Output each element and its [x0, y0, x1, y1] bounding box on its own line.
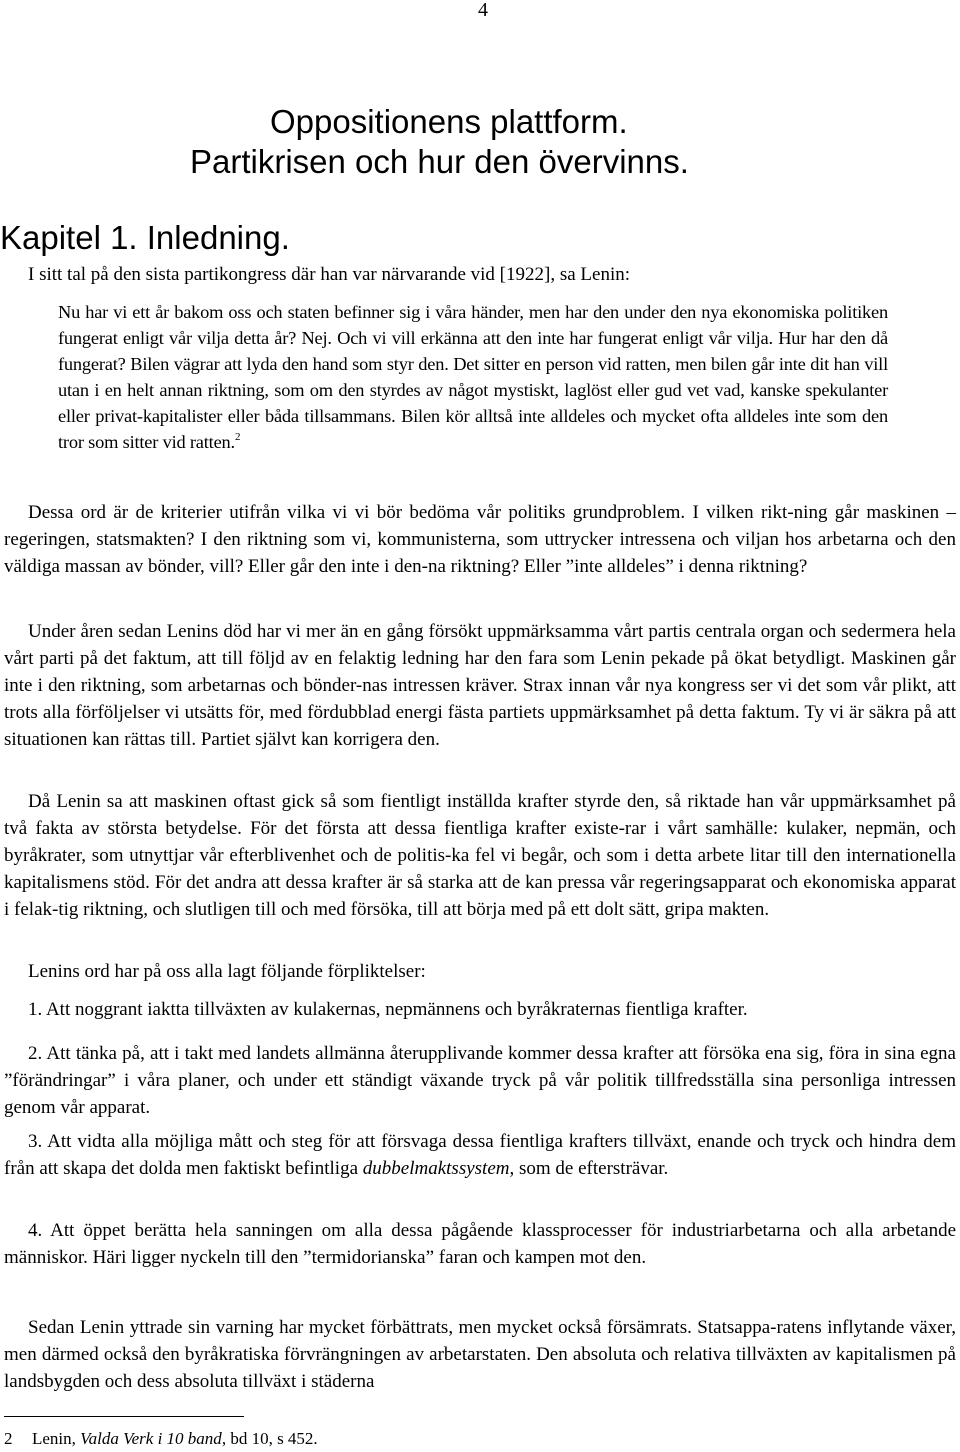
- footnote-work-title: Valda Verk i 10 band: [80, 1429, 222, 1448]
- paragraph-4-text: Lenins ord har på oss alla lagt följande förpliktelser:: [28, 961, 426, 982]
- intro-paragraph: I sitt tal på den sista partikongress där han var närvarande vid [1922], sa Lenin:: [28, 264, 631, 285]
- document-title-line-2: Partikrisen och hur den övervinns.: [190, 143, 689, 180]
- page-number: 4: [478, 0, 488, 21]
- footnote-number: 2: [4, 1429, 13, 1448]
- list-item-3-tail: , som de eftersträvar.: [509, 1158, 669, 1180]
- block-quote-text: Nu har vi ett år bakom oss och staten befinner sig i våra händer, men har den under den nya ekonomiska politiken fungerat enligt vår vilja detta år? Nej. Och vi vill erkänna att den inte har fungerat enligt vår vilja. Hur har den då fungerat? Bilen vägrar att lyda den hand som styr den. Det sitter en person vid ratten, men bilen går inte dit han vill utan i en helt annan riktning, som om den styrdes av något mystiskt, laglöst eller gud vet vad, kanske spekulanter eller privat-kapitalister eller båda tillsammans. Bilen kör alltså inte alldeles och mycket ofta alldeles inte som den tror som sitter vid ratten.: [58, 302, 888, 452]
- paragraph-2-text: Under åren sedan Lenins död har vi mer än en gång försökt uppmärksamma vårt partis centrala organ och sedermera hela vårt parti på det faktum, att till följd av en felaktig ledning har den fara som Lenin pekade på ökat betydligt. Maskinen går inte i den riktning, som arbetarnas och bönder-nas intressen kräver. Strax innan vår nya kongress ser vi det som vår plikt, att trots alla förföljelser vi utsätts för, med fördubblad energi fästa partiets uppmärksamhet på detta faktum. Ty vi är säkra på att situationen kan rättas till. Partiet självt kan korrigera den.: [4, 621, 956, 751]
- footnote: [4, 1428, 318, 1450]
- paragraph-4: [4, 958, 956, 985]
- chapter-heading: Kapitel 1. Inledning.: [0, 219, 290, 256]
- document-title-line-1: Oppositionens plattform.: [270, 103, 628, 140]
- footnote-author: Lenin,: [32, 1429, 81, 1448]
- list-item-3-text: 3. Att vidta alla möjliga mått och steg för att försvaga dessa fientliga krafters tillväxt, enande och tryck och hindra dem från att skapa det dolda men faktiskt befintliga: [4, 1131, 956, 1180]
- paragraph-5: [4, 1314, 956, 1395]
- list-item-2-text: 2. Att tänka på, att i takt med landets allmänna återupplivande kommer dessa krafter att försöka ena sig, föra in sina egna ”förändringar” i våra planer, och under ett ständigt växande tryck på vår politik tillfredsställa sina personliga intressen genom vår apparat.: [4, 1043, 956, 1119]
- footnote-reference[interactable]: 2: [234, 431, 241, 443]
- footnote-divider: [4, 1416, 244, 1417]
- list-item-1-text: 1. Att noggrant iaktta tillväxten av kulakernas, nepmännens och byråkraternas fientliga krafter.: [28, 999, 748, 1020]
- list-item-4: [4, 1217, 956, 1271]
- list-item-4-text: 4. Att öppet berätta hela sanningen om alla dessa pågående klassprocesser för industriarbetarna och alla arbetande människor. Häri ligger nyckeln till den ”termidorianska” faran och kampen mot den.: [4, 1220, 956, 1269]
- list-item-2: [4, 1040, 956, 1121]
- block-quote: [58, 299, 888, 455]
- paragraph-5-text: Sedan Lenin yttrade sin varning har mycket förbättrats, men mycket också försämrats. Statsappa-ratens inflytande växer, men därmed också den byråkratiska förvrängningen av arbetarstaten. Den absoluta och relativa tillväxten av kapitalismen på landsbygden och dess absoluta tillväxt i städerna: [4, 1317, 956, 1393]
- paragraph-1-text: Dessa ord är de kriterier utifrån vilka vi vi bör bedöma vår politiks grundproblem. I vilken rikt-ning går maskinen – regeringen, statsmakten? I den riktning som vi, kommunisterna, som uttrycker intressena och viljan hos arbetarna och den väldiga massan av bönder, vill? Eller går den inte i den-na riktning? Eller ”inte alldeles” i denna riktning?: [4, 502, 956, 578]
- paragraph-1: [4, 499, 956, 580]
- paragraph-3-text: Då Lenin sa att maskinen oftast gick så som fientligt inställda krafter styrde den, så riktade han vår uppmärksamhet på två fakta av största betydelse. För det första att dessa fientliga krafter existe-rar i vårt samhälle: kulaker, nepmän, och byråkrater, som utnyttjar vår efterblivenhet och de politis-ka fel vi begår, och som i detta arbete litar till den internationella kapitalismens stöd. För det andra att dessa krafter är så starka att de kan pressa vår regeringsapparat och ekonomiska apparat i felak-tig riktning, och slutligen till och med försöka, till att börja med på ett dolt sätt, gripa makten.: [4, 791, 956, 921]
- emphasis-term: dubbelmaktssystem: [362, 1158, 510, 1180]
- footnote-citation: , bd 10, s 452.: [221, 1429, 318, 1448]
- list-item-1: [4, 996, 956, 1023]
- paragraph-3: [4, 788, 956, 923]
- paragraph-2: [4, 618, 956, 753]
- list-item-3: [4, 1128, 956, 1182]
